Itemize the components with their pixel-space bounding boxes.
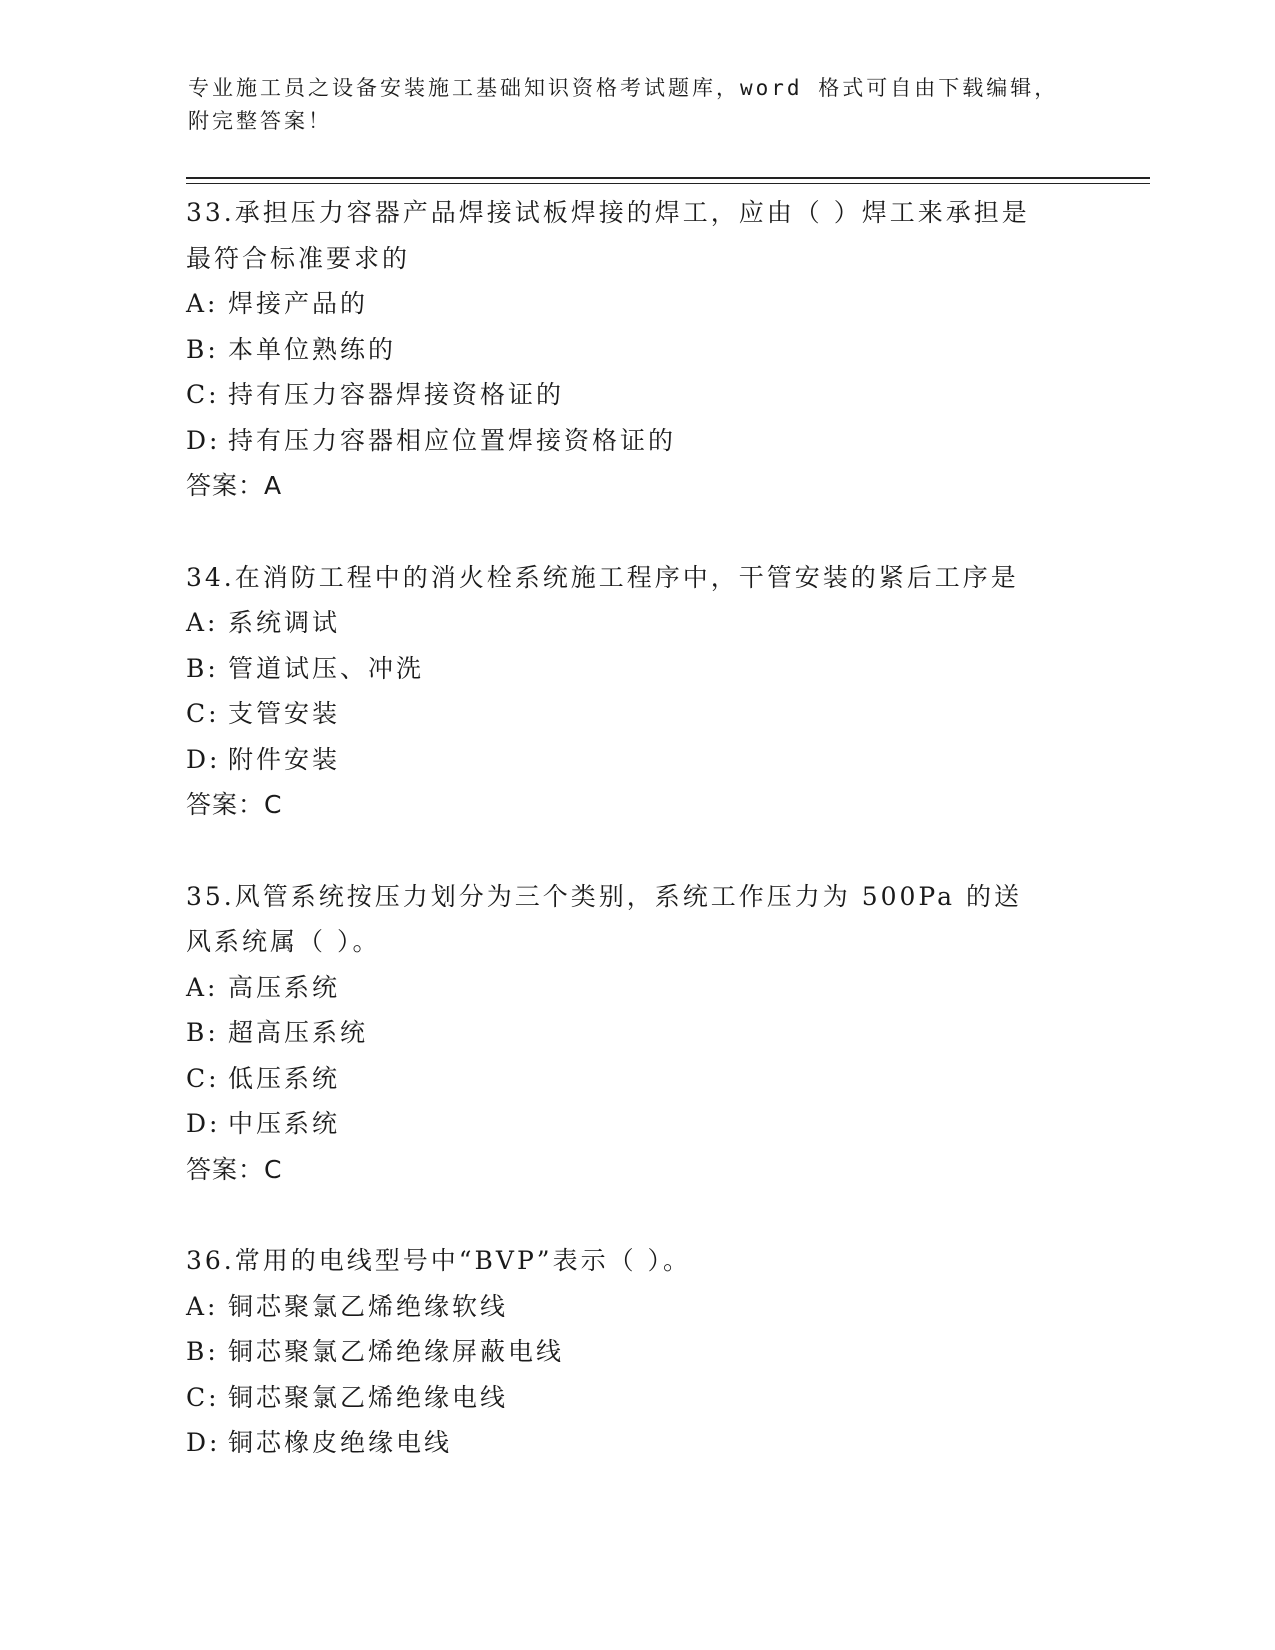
option-letter: C:: [186, 1382, 220, 1412]
option-text: 持有压力容器相应位置焊接资格证的: [228, 425, 677, 455]
answer-line: [186, 1147, 1086, 1193]
answer-value: A: [264, 471, 283, 500]
option-letter: B:: [186, 334, 219, 364]
question-stem: 34.在消防工程中的消火栓系统施工程序中，干管安装的紧后工序是: [186, 562, 1019, 592]
option-letter: C:: [186, 699, 220, 728]
option-letter: D:: [186, 744, 221, 774]
option-letter: A:: [186, 1291, 219, 1321]
option-text: 焊接产品的: [228, 289, 369, 318]
question-36: [186, 1238, 1086, 1466]
document-header: [188, 72, 1088, 138]
option-letter: C:: [186, 380, 220, 409]
option-letter: D:: [186, 425, 221, 455]
option-text: 铜芯聚氯乙烯绝缘软线: [228, 1291, 509, 1321]
option-d: [186, 418, 1086, 464]
question-35: [186, 874, 1086, 1193]
option-text: 超高压系统: [228, 1018, 369, 1047]
header-line-2: 附完整答案！: [188, 109, 332, 133]
option-letter: A:: [186, 289, 219, 318]
option-letter: A:: [186, 608, 219, 637]
question-33: [186, 190, 1086, 509]
option-text: 高压系统: [228, 972, 341, 1002]
option-a: [186, 600, 1086, 646]
option-letter: D:: [186, 1428, 221, 1457]
option-text: 铜芯聚氯乙烯绝缘屏蔽电线: [228, 1337, 565, 1366]
answer-label: 答案：: [186, 471, 265, 500]
option-text: 支管安装: [228, 699, 341, 728]
option-b: [186, 1329, 1086, 1375]
option-text: 中压系统: [228, 1109, 341, 1138]
option-text: 附件安装: [228, 744, 341, 774]
option-text: 铜芯橡皮绝缘电线: [228, 1428, 453, 1457]
option-a: [186, 965, 1086, 1011]
question-stem: 33.承担压力容器产品焊接试板焊接的焊工，应由（ ）焊工来承担是最符合标准要求的: [186, 198, 1030, 273]
option-text: 低压系统: [228, 1063, 341, 1093]
answer-value: C: [264, 1154, 283, 1184]
question-34: [186, 555, 1086, 828]
option-d: [186, 1420, 1086, 1466]
question-stem: 36.常用的电线型号中“BVP”表示（ ）。: [186, 1246, 692, 1275]
option-c: [186, 691, 1086, 737]
option-letter: D:: [186, 1109, 221, 1138]
answer-label: 答案：: [186, 1154, 265, 1184]
option-b: [186, 327, 1086, 373]
option-letter: B:: [186, 1337, 219, 1366]
option-text: 管道试压、冲洗: [228, 653, 425, 683]
option-letter: C:: [186, 1063, 220, 1093]
option-letter: A:: [186, 972, 219, 1002]
option-c: [186, 1375, 1086, 1421]
option-text: 铜芯聚氯乙烯绝缘电线: [228, 1382, 509, 1412]
option-text: 本单位熟练的: [228, 334, 397, 364]
answer-line: [186, 463, 1086, 509]
option-b: [186, 1010, 1086, 1056]
header-divider-thick: [186, 177, 1150, 179]
answer-label: 答案：: [186, 790, 265, 819]
option-text: 持有压力容器焊接资格证的: [228, 380, 565, 409]
option-letter: B:: [186, 1018, 219, 1047]
header-line-1: 专业施工员之设备安装施工基础知识资格考试题库，word 格式可自由下载编辑，: [188, 76, 1059, 100]
option-text: 系统调试: [228, 608, 341, 637]
option-d: [186, 737, 1086, 783]
option-c: [186, 372, 1086, 418]
option-letter: B:: [186, 653, 219, 683]
option-d: [186, 1101, 1086, 1147]
option-a: [186, 281, 1086, 327]
question-stem: 35.风管系统按压力划分为三个类别，系统工作压力为 500Pa 的送风系统属（ ）。: [186, 881, 1022, 956]
header-divider-thin: [186, 183, 1150, 184]
answer-value: C: [264, 790, 283, 819]
option-b: [186, 646, 1086, 692]
option-a: [186, 1284, 1086, 1330]
option-c: [186, 1056, 1086, 1102]
answer-line: [186, 782, 1086, 828]
question-list: [186, 190, 1086, 1512]
